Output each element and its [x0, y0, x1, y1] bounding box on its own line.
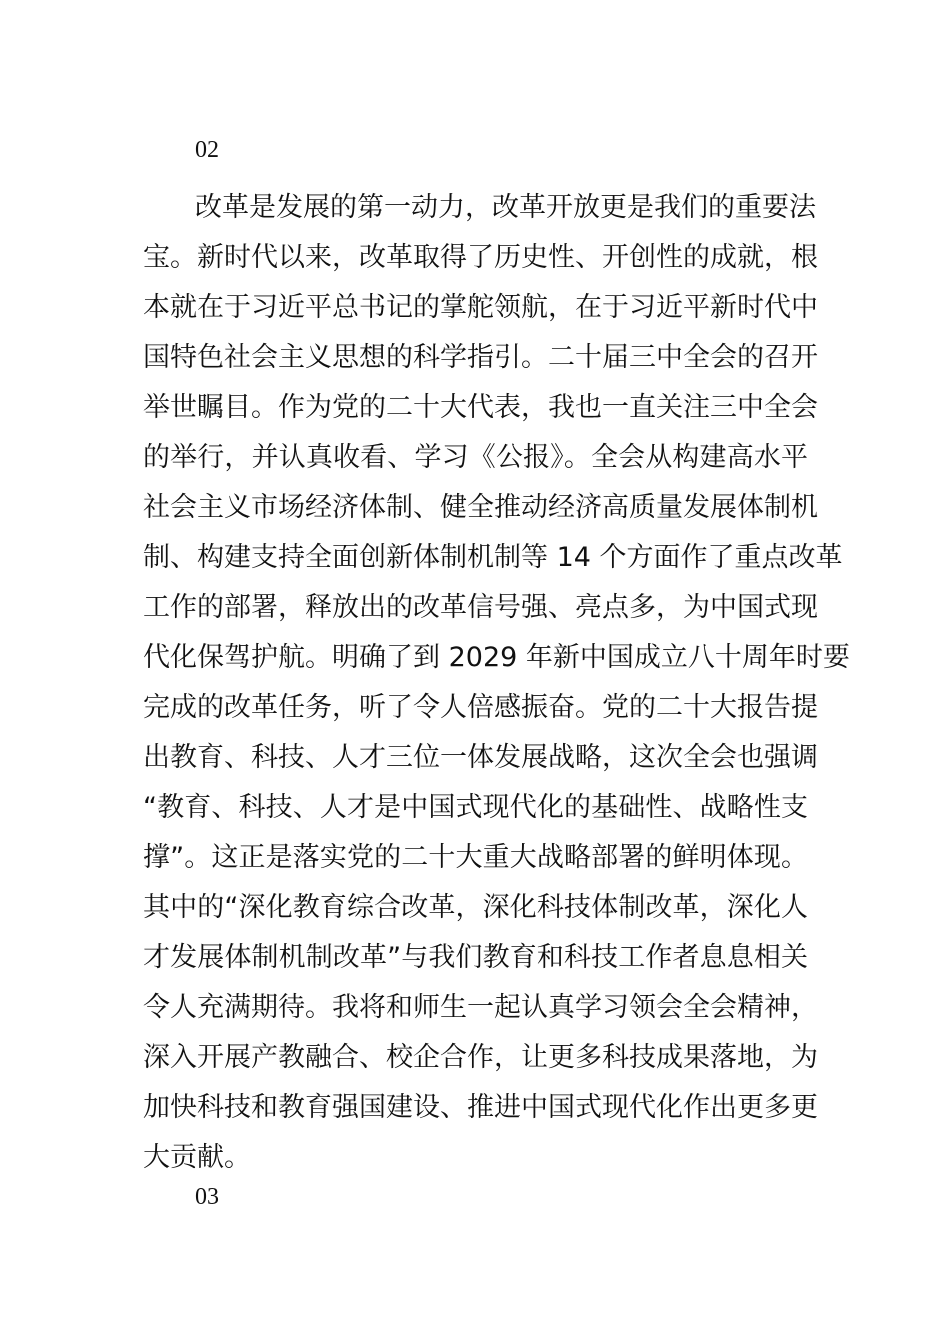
paragraph-line: 令人充满期待。我将和师生一起认真学习领会全会精神， [143, 992, 818, 1023]
paragraph-line: 举世瞩目。作为党的二十大代表，我也一直关注三中全会 [143, 392, 818, 423]
paragraph-line: 完成的改革任务，听了令人倍感振奋。党的二十大报告提 [143, 692, 818, 723]
paragraph-line: 大贡献。 [143, 1142, 251, 1173]
paragraph-line: 撑”。这正是落实党的二十大重大战略部署的鲜明体现。 [143, 842, 808, 873]
paragraph-line: 制、构建支持全面创新体制机制等 14 个方面作了重点改革 [143, 542, 843, 573]
paragraph-line: 改革是发展的第一动力，改革开放更是我们的重要法 [195, 192, 816, 223]
section-number-02: 02 [195, 137, 219, 163]
paragraph-line: 国特色社会主义思想的科学指引。二十届三中全会的召开 [143, 342, 818, 373]
paragraph-line: “教育、科技、人才是中国式现代化的基础性、战略性支 [143, 792, 808, 823]
paragraph-line: 代化保驾护航。明确了到 2029 年新中国成立八十周年时要 [143, 642, 850, 673]
paragraph-line: 深入开展产教融合、校企合作，让更多科技成果落地，为 [143, 1042, 818, 1073]
paragraph-line: 工作的部署，释放出的改革信号强、亮点多，为中国式现 [143, 592, 818, 623]
paragraph-line: 其中的“深化教育综合改革，深化科技体制改革，深化人 [143, 892, 808, 923]
body-paragraph [143, 183, 850, 1183]
paragraph-line: 加快科技和教育强国建设、推进中国式现代化作出更多更 [143, 1092, 818, 1123]
paragraph-line: 的举行，并认真收看、学习《公报》。全会从构建高水平 [143, 442, 808, 473]
paragraph-line: 出教育、科技、人才三位一体发展战略，这次全会也强调 [143, 742, 818, 773]
paragraph-line: 才发展体制机制改革”与我们教育和科技工作者息息相关 [143, 942, 808, 973]
paragraph-line: 本就在于习近平总书记的掌舵领航，在于习近平新时代中 [143, 292, 818, 323]
paragraph-line: 宝。新时代以来，改革取得了历史性、开创性的成就，根 [143, 242, 818, 273]
section-number-03: 03 [195, 1184, 219, 1210]
paragraph-line: 社会主义市场经济体制、健全推动经济高质量发展体制机 [143, 492, 818, 523]
